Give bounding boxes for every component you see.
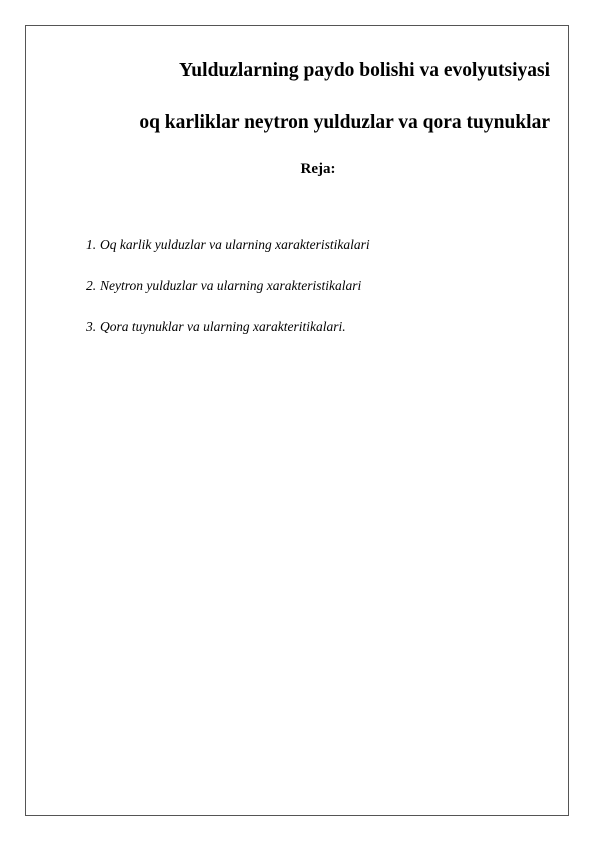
plan-heading: Reja: [300,161,336,177]
plan-list [86,236,370,359]
plan-item-number: 2. [86,278,97,293]
document-title-line-1: Yulduzlarning paydo bolishi va evolyutsiyasi [179,60,550,81]
plan-item-number: 1. [86,237,97,252]
plan-item-text: Oq karlik yulduzlar va ularning xarakteristikalari [100,237,370,252]
document-title-line-2: oq karliklar neytron yulduzlar va qora tuynuklar [139,112,550,133]
plan-item [86,236,370,277]
plan-item-text: Qora tuynuklar va ularning xarakteritikalari. [100,319,346,334]
page-frame [25,25,569,816]
plan-item-text: Neytron yulduzlar va ularning xarakteristikalari [100,278,362,293]
plan-item [86,318,370,359]
plan-item-number: 3. [86,319,97,334]
plan-item [86,277,370,318]
